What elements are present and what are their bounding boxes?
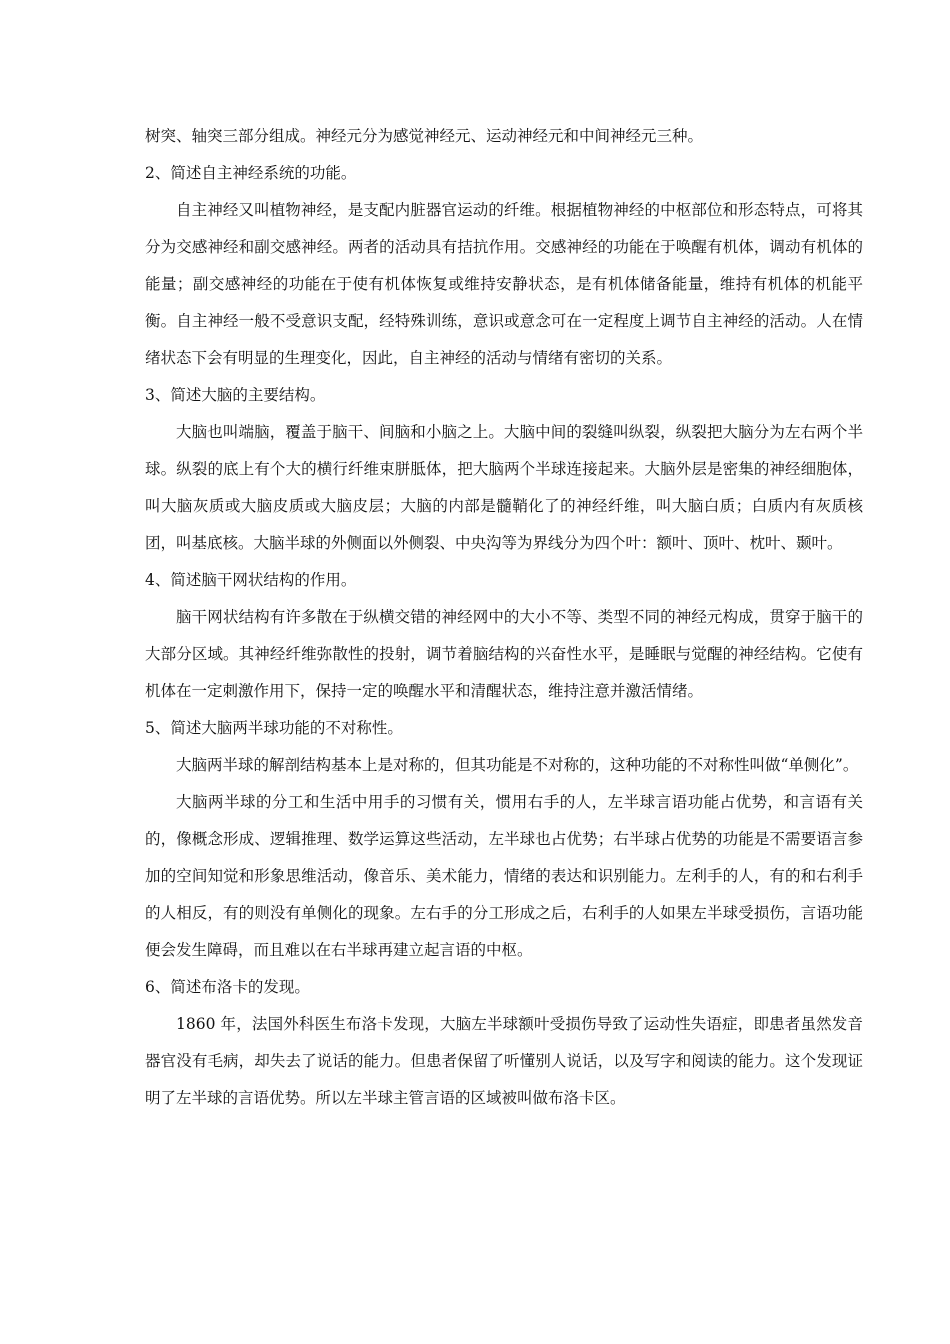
document-body — [145, 118, 863, 1117]
paragraph-reticular-formation: 脑干网状结构有许多散在于纵横交错的神经网中的大小不等、类型不同的神经元构成，贯穿于脑干的大部分区域。其神经纤维弥散性的投射，调节着脑结构的兴奋性水平，是睡眠与觉醒的神经结构。它使有机体在一定刺激作用下，保持一定的唤醒水平和清醒状态，维持注意并激活情绪。 — [145, 608, 863, 700]
paragraph-brain-structure: 大脑也叫端脑，覆盖于脑干、间脑和小脑之上。大脑中间的裂缝叫纵裂，纵裂把大脑分为左右两个半球。纵裂的底上有个大的横行纤维束胼胝体，把大脑两个半球连接起来。大脑外层是密集的神经细胞体，叫大脑灰质或大脑皮质或大脑皮层；大脑的内部是髓鞘化了的神经纤维，叫大脑白质；白质内有灰质核团，叫基底核。大脑半球的外侧面以外侧裂、中央沟等为界线分为四个叶：额叶、顶叶、枕叶、颞叶。 — [145, 423, 863, 552]
paragraph-autonomic-nervous-system: 自主神经又叫植物神经，是支配内脏器官运动的纤维。根据植物神经的中枢部位和形态特点，可将其分为交感神经和副交感神经。两者的活动具有拮抗作用。交感神经的功能在于唤醒有机体，调动有机体的能量；副交感神经的功能在于使有机体恢复或维持安静状态，是有机体储备能量，维持有机体的机能平衡。自主神经一般不受意识支配，经特殊训练，意识或意念可在一定程度上调节自主神经的活动。人在情绪状态下会有明显的生理变化，因此，自主神经的活动与情绪有密切的关系。 — [145, 201, 863, 367]
paragraph-lateralization-definition: 大脑两半球的解剖结构基本上是对称的，但其功能是不对称的，这种功能的不对称性叫做“单侧化”。 — [176, 756, 859, 774]
section-heading-5: 5、简述大脑两半球功能的不对称性。 — [145, 719, 403, 737]
section-heading-4: 4、简述脑干网状结构的作用。 — [145, 571, 357, 589]
paragraph-hemisphere-division: 大脑两半球的分工和生活中用手的习惯有关，惯用右手的人，左半球言语功能占优势，和言语有关的，像概念形成、逻辑推理、数学运算这些活动，左半球也占优势；右半球占优势的功能是不需要语言参加的空间知觉和形象思维活动，像音乐、美术能力，情绪的表达和识别能力。左利手的人，有的和右利手的人相反，有的则没有单侧化的现象。左右手的分工形成之后，右利手的人如果左半球受损伤，言语功能便会发生障碍，而且难以在右半球再建立起言语的中枢。 — [145, 793, 863, 959]
section-heading-2: 2、简述自主神经系统的功能。 — [145, 164, 357, 182]
section-heading-3: 3、简述大脑的主要结构。 — [145, 386, 326, 404]
paragraph-broca-discovery: 1860 年，法国外科医生布洛卡发现，大脑左半球额叶受损伤导致了运动性失语症，即患者虽然发音器官没有毛病，却失去了说话的能力。但患者保留了听懂别人说话，以及写字和阅读的能力。这个发现证明了左半球的言语优势。所以左半球主管言语的区域被叫做布洛卡区。 — [145, 1015, 863, 1107]
section-heading-6: 6、简述布洛卡的发现。 — [145, 978, 310, 996]
paragraph-continuation: 树突、轴突三部分组成。神经元分为感觉神经元、运动神经元和中间神经元三种。 — [145, 127, 704, 145]
